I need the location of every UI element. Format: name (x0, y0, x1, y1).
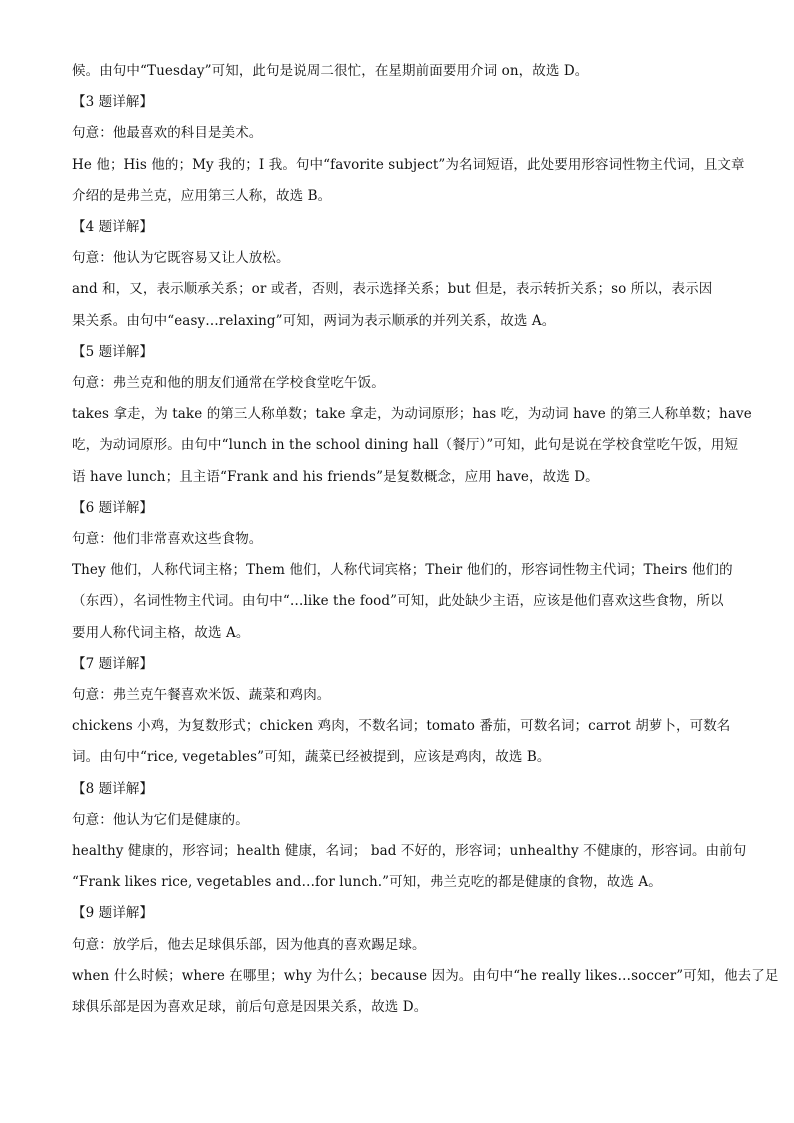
text-line: 吃，为动词原形。由句中“lunch in the school dining hall（餐厅）”可知，此句是说在学校食堂吃午饭，用短 (72, 437, 739, 454)
text-line: healthy 健康的，形容词；health 健康，名词； bad 不好的，形容词；unhealthy 不健康的，形容词。由前句 (72, 843, 747, 860)
text-line: “Frank likes rice, vegetables and…for lunch.”可知，弗兰克吃的都是健康的食物，故选 A。 (72, 874, 662, 891)
text-line: 要用人称代词主格，故选 A。 (72, 624, 250, 641)
text-line: chickens 小鸡，为复数形式；chicken 鸡肉，不数名词；tomato 番茄，可数名词；carrot 胡萝卜，可数名 (72, 718, 731, 735)
text-line: 句意：弗兰克午餐喜欢米饭、蔬菜和鸡肉。 (72, 687, 331, 704)
text-line: 句意：弗兰克和他的朋友们通常在学校食堂吃午饭。 (72, 375, 385, 392)
text-line: He 他；His 他的；My 我的；I 我。句中“favorite subject”为名词短语，此处要用形容词性物主代词，且文章 (72, 156, 745, 173)
text-line: （东西），名词性物主代词。由句中“…like the food”可知，此处缺少主语，应该是他们喜欢这些食物，所以 (72, 593, 724, 610)
section-heading-8: 【8 题详解】 (72, 780, 154, 797)
section-heading-5: 【5 题详解】 (72, 343, 154, 360)
text-line: 句意：他们非常喜欢这些食物。 (72, 531, 263, 548)
text-line: 介绍的是弗兰克，应用第三人称，故选 B。 (72, 187, 332, 204)
text-line: 球俱乐部是因为喜欢足球，前后句意是因果关系，故选 D。 (72, 999, 428, 1016)
document-body (72, 56, 779, 1023)
text-line: They 他们，人称代词主格；Them 他们，人称代词宾格；Their 他们的，形容词性物主代词；Theirs 他们的 (72, 562, 733, 579)
text-line: when 什么时候；where 在哪里；why 为什么；because 因为。由句中“he really likes…soccer”可知，他去了足 (72, 967, 779, 984)
text-line: 果关系。由句中“easy…relaxing”可知，两词为表示顺承的并列关系，故选 A。 (72, 312, 556, 329)
text-line: 句意：放学后，他去足球俱乐部，因为他真的喜欢踢足球。 (72, 936, 426, 953)
text-line: takes 拿走，为 take 的第三人称单数；take 拿走，为动词原形；has 吃，为动词 have 的第三人称单数；have (72, 406, 752, 423)
section-heading-7: 【7 题详解】 (72, 655, 154, 672)
text-line: 词。由句中“rice, vegetables”可知，蔬菜已经被提到，应该是鸡肉，故选 B。 (72, 749, 551, 766)
text-line: 候。由句中“Tuesday”可知，此句是说周二很忙，在星期前面要用介词 on，故选 D。 (72, 63, 589, 79)
section-heading-4: 【4 题详解】 (72, 219, 154, 236)
section-heading-3: 【3 题详解】 (72, 94, 154, 111)
text-line: 语 have lunch；且主语“Frank and his friends”是复数概念，应用 have，故选 D。 (72, 468, 599, 485)
text-line: 句意：他最喜欢的科目是美术。 (72, 125, 263, 142)
text-line: and 和，又，表示顺承关系；or 或者，否则，表示选择关系；but 但是，表示转折关系；so 所以，表示因 (72, 281, 713, 298)
section-heading-9: 【9 题详解】 (72, 905, 154, 922)
text-line: 句意：他认为它们是健康的。 (72, 811, 249, 828)
text-line: 句意：他认为它既容易又让人放松。 (72, 250, 290, 267)
section-heading-6: 【6 题详解】 (72, 499, 154, 516)
